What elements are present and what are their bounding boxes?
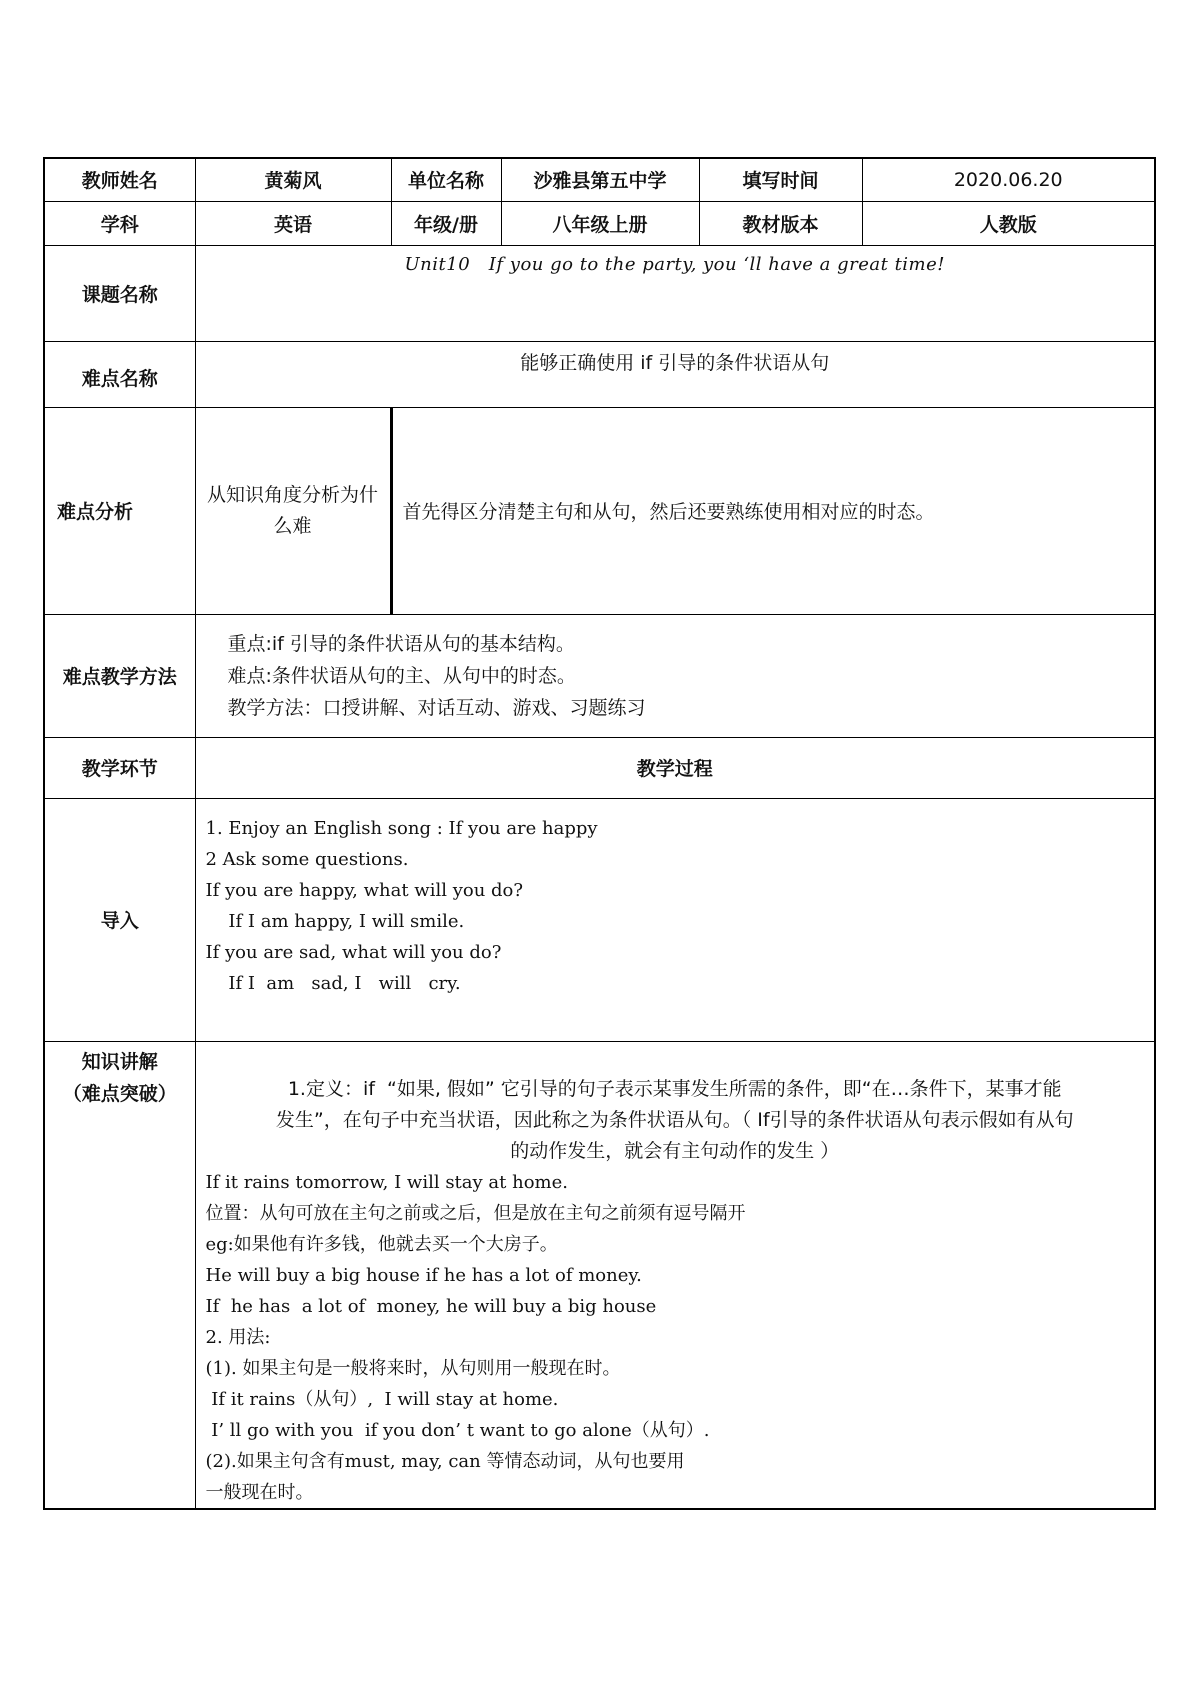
- knowledge-line: eg:如果他有许多钱，他就去买一个大房子。: [205, 1233, 558, 1255]
- analysis-value-cell: [391, 407, 1155, 614]
- method-line: 教学方法：口授讲解、对话互动、游戏、习题练习: [227, 696, 646, 719]
- definition-line: 发生”，在句子中充当状语，因此称之为条件状语从句。（ If引导的条件状语从句表示假如有从句: [275, 1108, 1074, 1131]
- lesson-plan-sheet: [43, 157, 1154, 1510]
- process-step-label: 教学环节: [44, 737, 195, 798]
- topic-label: 课题名称: [44, 245, 195, 341]
- knowledge-cell: [195, 1041, 1155, 1509]
- intro-lines: [196, 799, 1155, 999]
- knowledge-lines: [196, 1167, 1155, 1508]
- teacher-label: 教师姓名: [44, 158, 195, 201]
- intro-label: 导入: [44, 798, 195, 1041]
- knowledge-line: 2. 用法:: [205, 1326, 271, 1348]
- intro-row: [44, 798, 1155, 1041]
- subject-value: 英语: [195, 201, 391, 245]
- unit-label: 单位名称: [391, 158, 501, 201]
- process-header-row: [44, 737, 1155, 798]
- knowledge-definition: [196, 1042, 1155, 1167]
- knowledge-label-cell: [44, 1041, 195, 1509]
- analysis-sub-cell: [195, 407, 391, 614]
- method-line: 重点:if 引导的条件状语从句的基本结构。: [227, 632, 575, 655]
- intro-cell: [195, 798, 1155, 1041]
- topic-value: Unit10 If you go to the party, you ‘ll have a great time!: [404, 253, 946, 275]
- edition-label: 教材版本: [699, 201, 862, 245]
- knowledge-line: If it rains tomorrow, I will stay at home.: [205, 1171, 568, 1193]
- intro-line: If you are happy, what will you do?: [205, 879, 524, 901]
- topic-row: [44, 245, 1155, 341]
- process-label: 教学过程: [195, 737, 1155, 798]
- lesson-plan-table: [43, 157, 1156, 1510]
- intro-line: If I am happy, I will smile.: [205, 910, 465, 932]
- method-lines: [196, 628, 1155, 724]
- unit-value: 沙雅县第五中学: [501, 158, 699, 201]
- edition-value: 人教版: [862, 201, 1155, 245]
- intro-line: If you are sad, what will you do?: [205, 941, 502, 963]
- analysis-label: 难点分析: [44, 407, 195, 614]
- method-row: [44, 614, 1155, 737]
- knowledge-line: He will buy a big house if he has a lot of money.: [205, 1264, 642, 1286]
- difficulty-value: 能够正确使用 if 引导的条件状语从句: [520, 351, 830, 374]
- definition-line: 的动作发生，就会有主句动作的发生 ）: [510, 1139, 840, 1162]
- method-line: 难点:条件状语从句的主、从句中的时态。: [227, 664, 576, 687]
- header-row-2: [44, 201, 1155, 245]
- knowledge-line: 一般现在时。: [205, 1481, 314, 1503]
- knowledge-line: I’ ll go with you if you don’ t want to go alone（从句）.: [205, 1419, 710, 1441]
- topic-cell: [195, 245, 1155, 341]
- knowledge-row: [44, 1041, 1155, 1509]
- knowledge-label-line1: 知识讲解: [81, 1050, 158, 1073]
- grade-value: 八年级上册: [501, 201, 699, 245]
- knowledge-label: [45, 1042, 195, 1110]
- knowledge-line: 位置：从句可放在主句之前或之后，但是放在主句之前须有逗号隔开: [205, 1202, 746, 1224]
- subject-label: 学科: [44, 201, 195, 245]
- method-label: 难点教学方法: [44, 614, 195, 737]
- knowledge-line: If it rains（从句）, I will stay at home.: [205, 1388, 559, 1410]
- time-label: 填写时间: [699, 158, 862, 201]
- intro-line: 1. Enjoy an English song : If you are happy: [205, 817, 598, 839]
- knowledge-line: (2).如果主句含有must, may, can 等情态动词，从句也要用: [205, 1450, 685, 1472]
- analysis-row: [44, 407, 1155, 614]
- definition-line: 1.定义：if “如果, 假如” 它引导的句子表示某事发生所需的条件，即“在…条件下，某事才能: [287, 1077, 1062, 1100]
- analysis-sub-label: 从知识角度分析为什么难: [206, 483, 378, 537]
- grade-label: 年级/册: [391, 201, 501, 245]
- teacher-value: 黄菊风: [195, 158, 391, 201]
- knowledge-line: (1). 如果主句是一般将来时，从句则用一般现在时。: [205, 1357, 621, 1379]
- method-cell: [195, 614, 1155, 737]
- knowledge-line: If he has a lot of money, he will buy a big house: [205, 1295, 657, 1317]
- difficulty-label: 难点名称: [44, 341, 195, 407]
- knowledge-label-line2: （难点突破）: [62, 1082, 177, 1105]
- intro-line: 2 Ask some questions.: [205, 848, 409, 870]
- time-value: 2020.06.20: [862, 158, 1155, 201]
- header-row-1: [44, 158, 1155, 201]
- intro-line: If I am sad, I will cry.: [205, 972, 461, 994]
- difficulty-cell: [195, 341, 1155, 407]
- difficulty-row: [44, 341, 1155, 407]
- analysis-value: 首先得区分清楚主句和从句，然后还要熟练使用相对应的时态。: [402, 501, 935, 523]
